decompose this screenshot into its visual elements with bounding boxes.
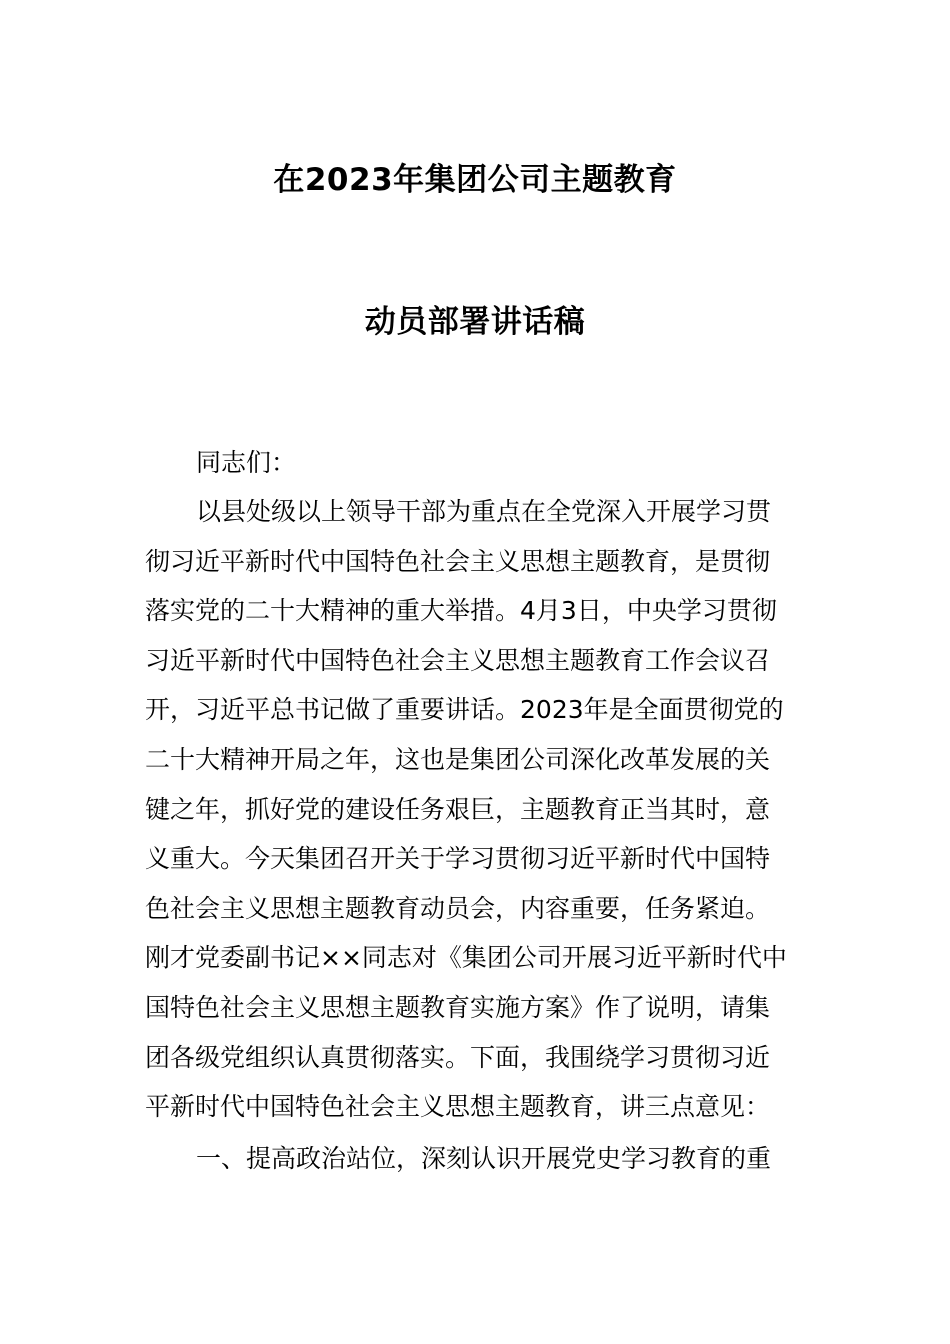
- paragraph-line: 落实党的二十大精神的重大举措。4月3日，中央学习贯彻: [145, 596, 777, 626]
- paragraph-1: [145, 487, 810, 1132]
- paragraph-line: 刚才党委副书记××同志对《集团公司开展习近平新时代中: [145, 943, 787, 973]
- paragraph-line: 国特色社会主义思想主题教育实施方案》作了说明，请集: [145, 992, 771, 1022]
- paragraph-line: 以县处级以上领导干部为重点在全党深入开展学习贯: [196, 497, 772, 526]
- section-heading-line: 一、提高政治站位，深刻认识开展党史学习教育的重: [196, 1144, 772, 1173]
- salutation: [145, 438, 810, 488]
- paragraph-line: 义重大。今天集团召开关于学习贯彻习近平新时代中国特: [145, 844, 771, 874]
- paragraph-line: 习近平新时代中国特色社会主义思想主题教育工作会议召: [145, 645, 771, 675]
- paragraph-line: 彻习近平新时代中国特色社会主义思想主题教育，是贯彻: [145, 546, 771, 576]
- paragraph-line: 团各级党组织认真贯彻落实。下面，我围绕学习贯彻习近: [145, 1042, 771, 1072]
- paragraph-line: 开，习近平总书记做了重要讲话。2023年是全面贯彻党的: [145, 695, 784, 725]
- salutation-text: 同志们：: [196, 448, 297, 477]
- section-heading-1: [145, 1134, 810, 1184]
- document-title-line-2: 动员部署讲话稿: [364, 304, 586, 340]
- paragraph-line: 二十大精神开局之年，这也是集团公司深化改革发展的关: [145, 744, 771, 774]
- paragraph-line: 色社会主义思想主题教育动员会，内容重要，任务紧迫。: [145, 893, 771, 923]
- paragraph-line: 平新时代中国特色社会主义思想主题教育，讲三点意见：: [145, 1092, 771, 1122]
- paragraph-line: 键之年，抓好党的建设任务艰巨，主题教育正当其时，意: [145, 794, 771, 824]
- document-title-line-1: 在2023年集团公司主题教育: [273, 162, 677, 198]
